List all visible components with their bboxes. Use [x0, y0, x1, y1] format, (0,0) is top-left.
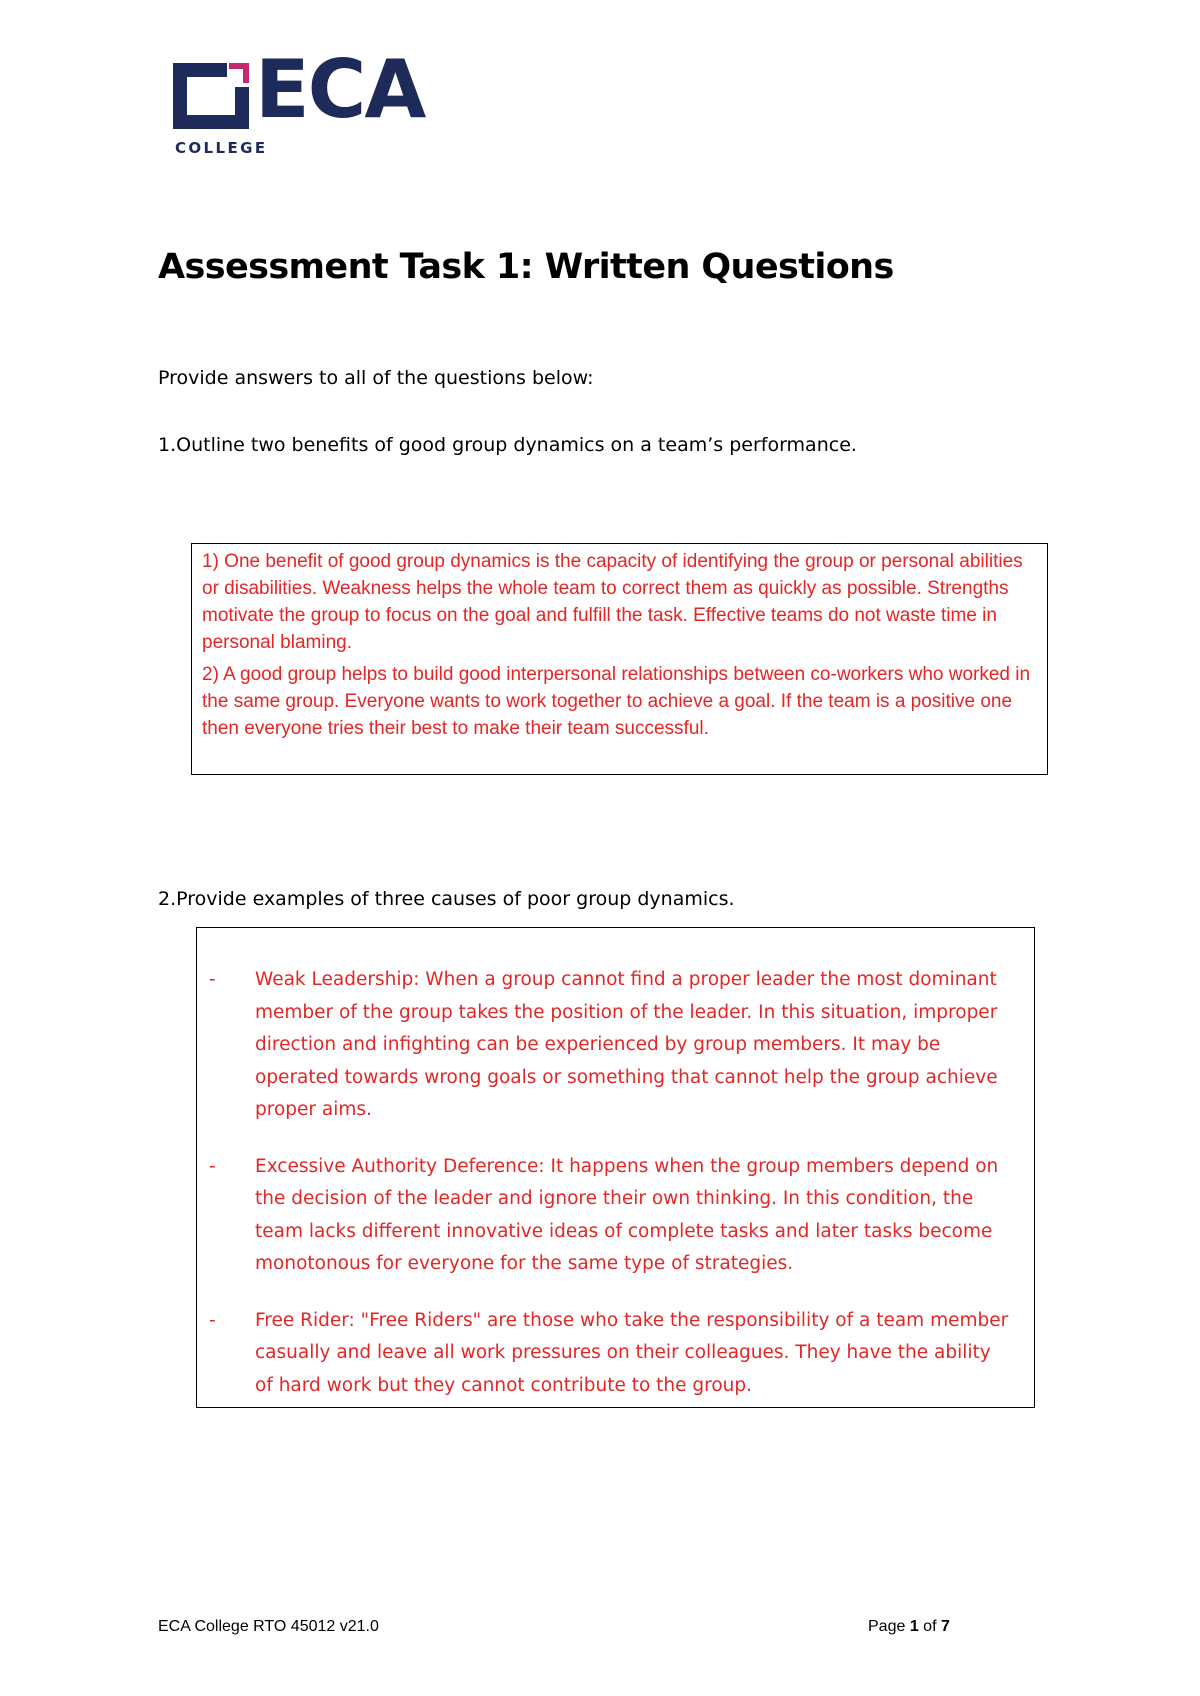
eca-logo-icon	[173, 63, 249, 129]
bullet-dash: -	[209, 969, 216, 990]
bullet-dash: -	[209, 1309, 216, 1331]
answer-1-part-1: 1) One benefit of good group dynamics is the capacity of identifying the group or personal abilities or disabilities. Weakness helps the whole team to correct them as quickly as possible. Strengths motivate the group to focus on the goal and fulfill the task. Effective teams do not waste time in personal blaming.	[202, 551, 1023, 653]
list-item-text: Free Rider: "Free Riders" are those who take the responsibility of a team member casually and leave all work pressures on their colleagues. They have the ability of hard work but they cannot contribute to the group.	[255, 1309, 1009, 1396]
footer-rto-version: ECA College RTO 45012 v21.0	[158, 1618, 379, 1635]
answer-box-2	[196, 927, 1035, 1408]
list-item	[207, 1151, 1014, 1281]
list-item-text: Excessive Authority Deference: It happens when the group members depend on the decision of the leader and ignore their own thinking. In this condition, the team lacks different innovative ideas of complete tasks and later tasks become monotonous for everyone for the same type of strategies.	[255, 1155, 999, 1274]
page-total: 7	[940, 1618, 950, 1635]
logo-subtitle: COLLEGE	[175, 139, 268, 157]
page-title: Assessment Task 1: Written Questions	[158, 247, 894, 287]
answer-1-part-2: 2) A good group helps to build good interpersonal relationships between co-workers who worked in the same group. Everyone wants to work together to achieve a goal. If the team is a positive one then everyone tries their best to make their team successful.	[202, 664, 1031, 739]
page-of: of	[918, 1618, 941, 1635]
footer-page-number	[868, 1618, 950, 1636]
question-2: 2.Provide examples of three causes of poor group dynamics.	[158, 888, 735, 910]
list-item	[207, 1305, 1014, 1403]
list-item-text: Weak Leadership: When a group cannot find a proper leader the most dominant member of the group takes the position of the leader. In this situation, improper direction and infighting can be experienced by group members. It may be operated towards wrong goals or something that cannot help the group achieve proper aims.	[255, 969, 998, 1120]
page-current: 1	[909, 1618, 919, 1635]
eca-college-logo	[173, 43, 473, 163]
question-1: 1.Outline two benefits of good group dynamics on a team’s performance.	[158, 434, 857, 456]
logo-wordmark: ECA	[255, 43, 425, 136]
bullet-dash: -	[209, 1155, 216, 1177]
page-prefix: Page	[868, 1618, 910, 1635]
instructions: Provide answers to all of the questions below:	[158, 367, 594, 389]
answer-box-1	[191, 543, 1048, 775]
list-item	[207, 964, 1014, 1127]
